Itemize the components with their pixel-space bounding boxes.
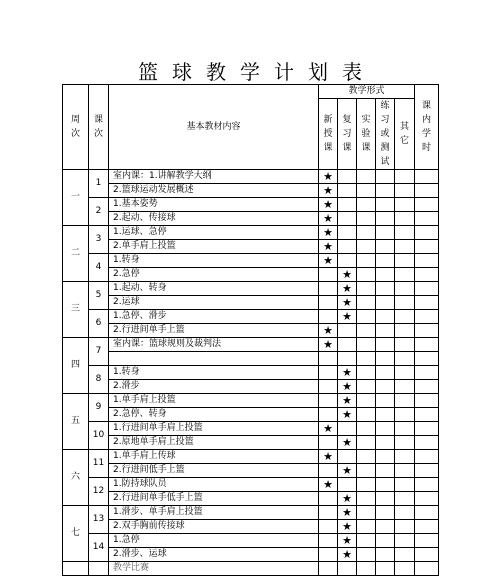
form-mark-cell	[319, 282, 338, 296]
lesson-number-cell: 7	[89, 338, 109, 366]
content-cell: 教学比赛	[109, 562, 319, 576]
form-mark-cell	[319, 352, 338, 366]
content-cell: 2.行进间低手上篮	[109, 464, 319, 478]
form-mark-cell	[395, 198, 415, 212]
form-mark-cell	[357, 296, 376, 310]
week-cell: 四	[63, 338, 89, 394]
plan-body	[63, 170, 439, 576]
form-mark-cell	[376, 394, 395, 408]
star-icon: ★	[323, 198, 333, 211]
form-mark-cell	[376, 184, 395, 198]
form-mark-cell	[357, 198, 376, 212]
table-row	[63, 324, 439, 338]
form-mark-cell	[395, 436, 415, 450]
form-mark-cell	[395, 324, 415, 338]
form-mark-cell	[319, 366, 338, 380]
content-cell: 2.行进间单手上篮	[109, 324, 319, 338]
form-mark-cell	[319, 240, 338, 254]
star-icon: ★	[342, 380, 352, 393]
form-mark-cell	[357, 338, 376, 352]
form-mark-cell	[357, 548, 376, 562]
star-icon: ★	[342, 268, 352, 281]
star-icon: ★	[323, 170, 333, 183]
hours-cell	[415, 240, 439, 254]
form-mark-cell	[376, 212, 395, 226]
form-mark-cell	[338, 422, 357, 436]
form-mark-cell	[338, 184, 357, 198]
week-cell: 二	[63, 226, 89, 282]
content-cell: 2.滑步	[109, 380, 319, 394]
form-mark-cell	[395, 352, 415, 366]
star-icon: ★	[323, 324, 333, 337]
hours-cell	[415, 506, 439, 520]
form-mark-cell	[357, 464, 376, 478]
table-row	[63, 478, 439, 492]
form-mark-cell	[338, 506, 357, 520]
form-mark-cell	[338, 240, 357, 254]
form-mark-cell	[395, 380, 415, 394]
table-row	[63, 240, 439, 254]
table-row	[63, 506, 439, 520]
form-mark-cell	[338, 198, 357, 212]
content-cell: 2.运球	[109, 296, 319, 310]
table-row	[63, 296, 439, 310]
header-form-practice-label: 练 习 或 测 试	[380, 101, 390, 167]
form-mark-cell	[376, 296, 395, 310]
form-mark-cell	[338, 282, 357, 296]
form-mark-cell	[338, 352, 357, 366]
form-mark-cell	[319, 268, 338, 282]
form-mark-cell	[357, 534, 376, 548]
form-mark-cell	[357, 408, 376, 422]
form-mark-cell	[357, 240, 376, 254]
content-cell: 2.滑步、运球	[109, 548, 319, 562]
form-mark-cell	[338, 380, 357, 394]
form-mark-cell	[395, 338, 415, 352]
star-icon: ★	[342, 310, 352, 323]
form-mark-cell	[357, 310, 376, 324]
form-mark-cell	[376, 268, 395, 282]
header-form-group	[319, 85, 415, 99]
table-row	[63, 198, 439, 212]
form-mark-cell	[376, 282, 395, 296]
form-mark-cell	[357, 366, 376, 380]
form-mark-cell	[376, 254, 395, 268]
lesson-number-cell: 11	[89, 450, 109, 478]
star-icon: ★	[323, 212, 333, 225]
hours-cell	[415, 520, 439, 534]
header-content	[109, 85, 319, 170]
content-cell: 1.起动、转身	[109, 282, 319, 296]
star-icon: ★	[342, 436, 352, 449]
form-mark-cell	[376, 464, 395, 478]
header-form-review-label: 复 习 课	[342, 115, 352, 153]
form-mark-cell	[395, 310, 415, 324]
content-cell: 2.起动、传接球	[109, 212, 319, 226]
lesson-number-cell: 8	[89, 366, 109, 394]
hours-cell	[415, 394, 439, 408]
table-row	[63, 338, 439, 352]
star-icon: ★	[323, 478, 333, 491]
form-mark-cell	[338, 338, 357, 352]
star-icon: ★	[323, 184, 333, 197]
content-cell: 2.行进间单手低手上篮	[109, 492, 319, 506]
form-mark-cell	[338, 478, 357, 492]
header-form-experiment	[357, 99, 376, 170]
header-form-other-label: 其 它	[400, 122, 410, 146]
form-mark-cell	[319, 310, 338, 324]
form-mark-cell	[395, 548, 415, 562]
week-cell: 五	[63, 394, 89, 450]
form-mark-cell	[319, 170, 338, 184]
star-icon: ★	[342, 548, 352, 561]
form-mark-cell	[395, 212, 415, 226]
form-mark-cell	[319, 198, 338, 212]
form-mark-cell	[376, 226, 395, 240]
form-mark-cell	[319, 296, 338, 310]
content-cell: 2.篮球运动发展概述	[109, 184, 319, 198]
form-mark-cell	[338, 534, 357, 548]
form-mark-cell	[395, 478, 415, 492]
table-row	[63, 534, 439, 548]
table-row	[63, 492, 439, 506]
table-row	[63, 520, 439, 534]
table-row	[63, 170, 439, 184]
form-mark-cell	[395, 492, 415, 506]
week-cell: 一	[63, 170, 89, 226]
form-mark-cell	[376, 478, 395, 492]
header-hours	[415, 85, 439, 170]
hours-cell	[415, 296, 439, 310]
header-form-new-label: 新 授 课	[323, 115, 333, 153]
form-mark-cell	[357, 422, 376, 436]
content-cell	[109, 352, 319, 366]
header-lesson	[89, 85, 109, 170]
form-mark-cell	[319, 394, 338, 408]
star-icon: ★	[342, 506, 352, 519]
form-mark-cell	[338, 520, 357, 534]
form-mark-cell	[319, 520, 338, 534]
form-mark-cell	[395, 226, 415, 240]
form-mark-cell	[357, 436, 376, 450]
form-mark-cell	[319, 436, 338, 450]
form-mark-cell	[338, 366, 357, 380]
header-form-experiment-label: 实 验 课	[361, 115, 371, 153]
form-mark-cell	[395, 520, 415, 534]
content-cell: 1.急停、滑步	[109, 310, 319, 324]
hours-cell	[415, 492, 439, 506]
hours-cell	[415, 254, 439, 268]
star-icon: ★	[342, 366, 352, 379]
form-mark-cell	[376, 408, 395, 422]
content-cell: 2.双手胸前传接球	[109, 520, 319, 534]
form-mark-cell	[376, 380, 395, 394]
form-mark-cell	[319, 184, 338, 198]
hours-cell	[415, 198, 439, 212]
content-cell: 2.急停、转身	[109, 408, 319, 422]
form-mark-cell	[395, 296, 415, 310]
form-mark-cell	[395, 282, 415, 296]
form-mark-cell	[338, 170, 357, 184]
form-mark-cell	[319, 408, 338, 422]
form-mark-cell	[319, 324, 338, 338]
table-row	[63, 212, 439, 226]
hours-cell	[415, 450, 439, 464]
header-lesson-label: 课 次	[93, 115, 103, 139]
lesson-number-cell: 2	[89, 198, 109, 226]
form-mark-cell	[376, 170, 395, 184]
star-icon: ★	[342, 520, 352, 533]
table-row	[63, 226, 439, 240]
form-mark-cell	[338, 324, 357, 338]
form-mark-cell	[357, 492, 376, 506]
hours-cell	[415, 422, 439, 436]
star-icon: ★	[342, 282, 352, 295]
star-icon: ★	[342, 492, 352, 505]
form-mark-cell	[357, 212, 376, 226]
content-cell: 室内课：篮球规则及裁判法	[109, 338, 319, 352]
hours-cell	[415, 366, 439, 380]
content-cell: 1.运球、急停	[109, 226, 319, 240]
form-mark-cell	[338, 548, 357, 562]
star-icon: ★	[323, 450, 333, 463]
star-icon: ★	[342, 296, 352, 309]
form-mark-cell	[376, 198, 395, 212]
hours-cell	[415, 380, 439, 394]
form-mark-cell	[357, 282, 376, 296]
form-mark-cell	[338, 436, 357, 450]
star-icon: ★	[323, 226, 333, 239]
form-mark-cell	[319, 226, 338, 240]
star-icon: ★	[342, 534, 352, 547]
star-icon: ★	[342, 464, 352, 477]
header-content-label: 基本教材内容	[186, 121, 241, 132]
week-cell: 六	[63, 450, 89, 506]
form-mark-cell	[319, 422, 338, 436]
lesson-number-cell: 14	[89, 534, 109, 562]
star-icon: ★	[323, 338, 333, 351]
table-row	[63, 380, 439, 394]
form-mark-cell	[338, 464, 357, 478]
form-mark-cell	[319, 534, 338, 548]
lesson-number-cell: 3	[89, 226, 109, 254]
form-mark-cell	[319, 380, 338, 394]
form-mark-cell	[338, 408, 357, 422]
form-mark-cell	[357, 450, 376, 464]
form-mark-cell	[357, 352, 376, 366]
hours-cell	[415, 338, 439, 352]
hours-cell	[415, 352, 439, 366]
form-mark-cell	[319, 492, 338, 506]
form-mark-cell	[319, 464, 338, 478]
form-mark-cell	[357, 506, 376, 520]
form-mark-cell	[338, 394, 357, 408]
table-row	[63, 366, 439, 380]
table-row	[63, 310, 439, 324]
lesson-number-cell: 4	[89, 254, 109, 282]
form-mark-cell	[319, 254, 338, 268]
table-row	[63, 352, 439, 366]
form-mark-cell	[395, 422, 415, 436]
week-cell: 三	[63, 282, 89, 338]
content-cell: 1.急停	[109, 534, 319, 548]
hours-cell	[415, 548, 439, 562]
form-mark-cell	[319, 450, 338, 464]
form-mark-cell	[376, 240, 395, 254]
lesson-number-cell: 10	[89, 422, 109, 450]
table-row	[63, 254, 439, 268]
table-row	[63, 268, 439, 282]
form-mark-cell	[338, 310, 357, 324]
form-mark-cell	[319, 478, 338, 492]
form-mark-cell	[338, 450, 357, 464]
lesson-number-cell: 6	[89, 310, 109, 338]
table-row	[63, 394, 439, 408]
form-mark-cell	[376, 310, 395, 324]
form-mark-cell	[395, 394, 415, 408]
content-cell: 室内课：1.讲解教学大纲	[109, 170, 319, 184]
form-mark-cell	[319, 506, 338, 520]
lesson-number-cell: 12	[89, 478, 109, 506]
content-cell: 1.防持球队员	[109, 478, 319, 492]
form-mark-cell	[376, 366, 395, 380]
header-hours-label: 课 内 学 时	[422, 101, 432, 153]
form-mark-cell	[338, 212, 357, 226]
lesson-number-cell: 13	[89, 506, 109, 534]
form-mark-cell	[395, 240, 415, 254]
table-row	[63, 464, 439, 478]
form-mark-cell	[319, 338, 338, 352]
form-mark-cell	[376, 422, 395, 436]
header-form-new	[319, 99, 338, 170]
form-mark-cell	[395, 184, 415, 198]
form-mark-cell	[357, 478, 376, 492]
hours-cell	[415, 268, 439, 282]
table-row	[63, 408, 439, 422]
table-row	[63, 450, 439, 464]
content-cell: 1.行进间单手肩上投篮	[109, 422, 319, 436]
form-mark-cell	[395, 450, 415, 464]
star-icon: ★	[342, 408, 352, 421]
table-row	[63, 184, 439, 198]
form-mark-cell	[319, 212, 338, 226]
table-row	[63, 548, 439, 562]
form-mark-cell	[395, 464, 415, 478]
form-mark-cell	[376, 548, 395, 562]
header-form-review	[338, 99, 357, 170]
hours-cell	[415, 534, 439, 548]
hours-cell	[415, 478, 439, 492]
form-mark-cell	[357, 324, 376, 338]
hours-cell	[415, 184, 439, 198]
form-mark-cell	[376, 520, 395, 534]
form-mark-cell	[357, 226, 376, 240]
star-icon: ★	[323, 240, 333, 253]
form-mark-cell	[376, 436, 395, 450]
content-cell: 2.单手肩上投篮	[109, 240, 319, 254]
header-form-practice	[376, 99, 395, 170]
page-title: 篮球教学计划表	[138, 60, 376, 84]
form-mark-cell	[395, 366, 415, 380]
content-cell: 2.原地单手肩上投篮	[109, 436, 319, 450]
hours-cell	[415, 436, 439, 450]
table-row	[63, 436, 439, 450]
header-form-group-label: 教学形式	[348, 86, 385, 96]
form-mark-cell	[376, 324, 395, 338]
content-cell: 1.滑步、单手肩上投篮	[109, 506, 319, 520]
form-mark-cell	[376, 338, 395, 352]
content-cell: 1.转身	[109, 254, 319, 268]
form-mark-cell	[357, 254, 376, 268]
star-icon: ★	[323, 254, 333, 267]
form-mark-cell	[357, 380, 376, 394]
star-icon: ★	[342, 394, 352, 407]
content-cell: 1.单手肩上投篮	[109, 394, 319, 408]
hours-cell	[415, 282, 439, 296]
form-mark-cell	[376, 534, 395, 548]
lesson-plan-table	[62, 84, 439, 576]
lesson-number-cell: 1	[89, 170, 109, 198]
form-mark-cell	[338, 254, 357, 268]
content-cell: 1.单手肩上传球	[109, 450, 319, 464]
form-mark-cell	[338, 492, 357, 506]
week-cell: 七	[63, 506, 89, 562]
form-mark-cell	[376, 506, 395, 520]
content-cell: 2.急停	[109, 268, 319, 282]
header-week-label: 周 次	[70, 115, 80, 139]
table-row	[63, 282, 439, 296]
form-mark-cell	[395, 254, 415, 268]
star-icon: ★	[323, 422, 333, 435]
hours-cell	[415, 212, 439, 226]
form-mark-cell	[376, 352, 395, 366]
hours-cell	[415, 226, 439, 240]
content-cell: 1.转身	[109, 366, 319, 380]
lesson-number-cell: 5	[89, 282, 109, 310]
hours-cell	[415, 408, 439, 422]
form-mark-cell	[357, 520, 376, 534]
lesson-number-cell: 9	[89, 394, 109, 422]
table-row	[63, 422, 439, 436]
form-mark-cell	[395, 170, 415, 184]
form-mark-cell	[338, 296, 357, 310]
form-mark-cell	[338, 226, 357, 240]
header-form-other	[395, 99, 415, 170]
form-mark-cell	[395, 408, 415, 422]
hours-cell	[415, 464, 439, 478]
form-mark-cell	[357, 184, 376, 198]
form-mark-cell	[395, 506, 415, 520]
form-mark-cell	[357, 170, 376, 184]
form-mark-cell	[376, 450, 395, 464]
form-mark-cell	[338, 268, 357, 282]
form-mark-cell	[357, 394, 376, 408]
content-cell: 1.基本姿势	[109, 198, 319, 212]
form-mark-cell	[395, 268, 415, 282]
form-mark-cell	[319, 548, 338, 562]
hours-cell	[415, 324, 439, 338]
hours-cell	[415, 170, 439, 184]
form-mark-cell	[395, 534, 415, 548]
header-week	[63, 85, 89, 170]
form-mark-cell	[376, 492, 395, 506]
hours-cell	[415, 310, 439, 324]
form-mark-cell	[357, 268, 376, 282]
